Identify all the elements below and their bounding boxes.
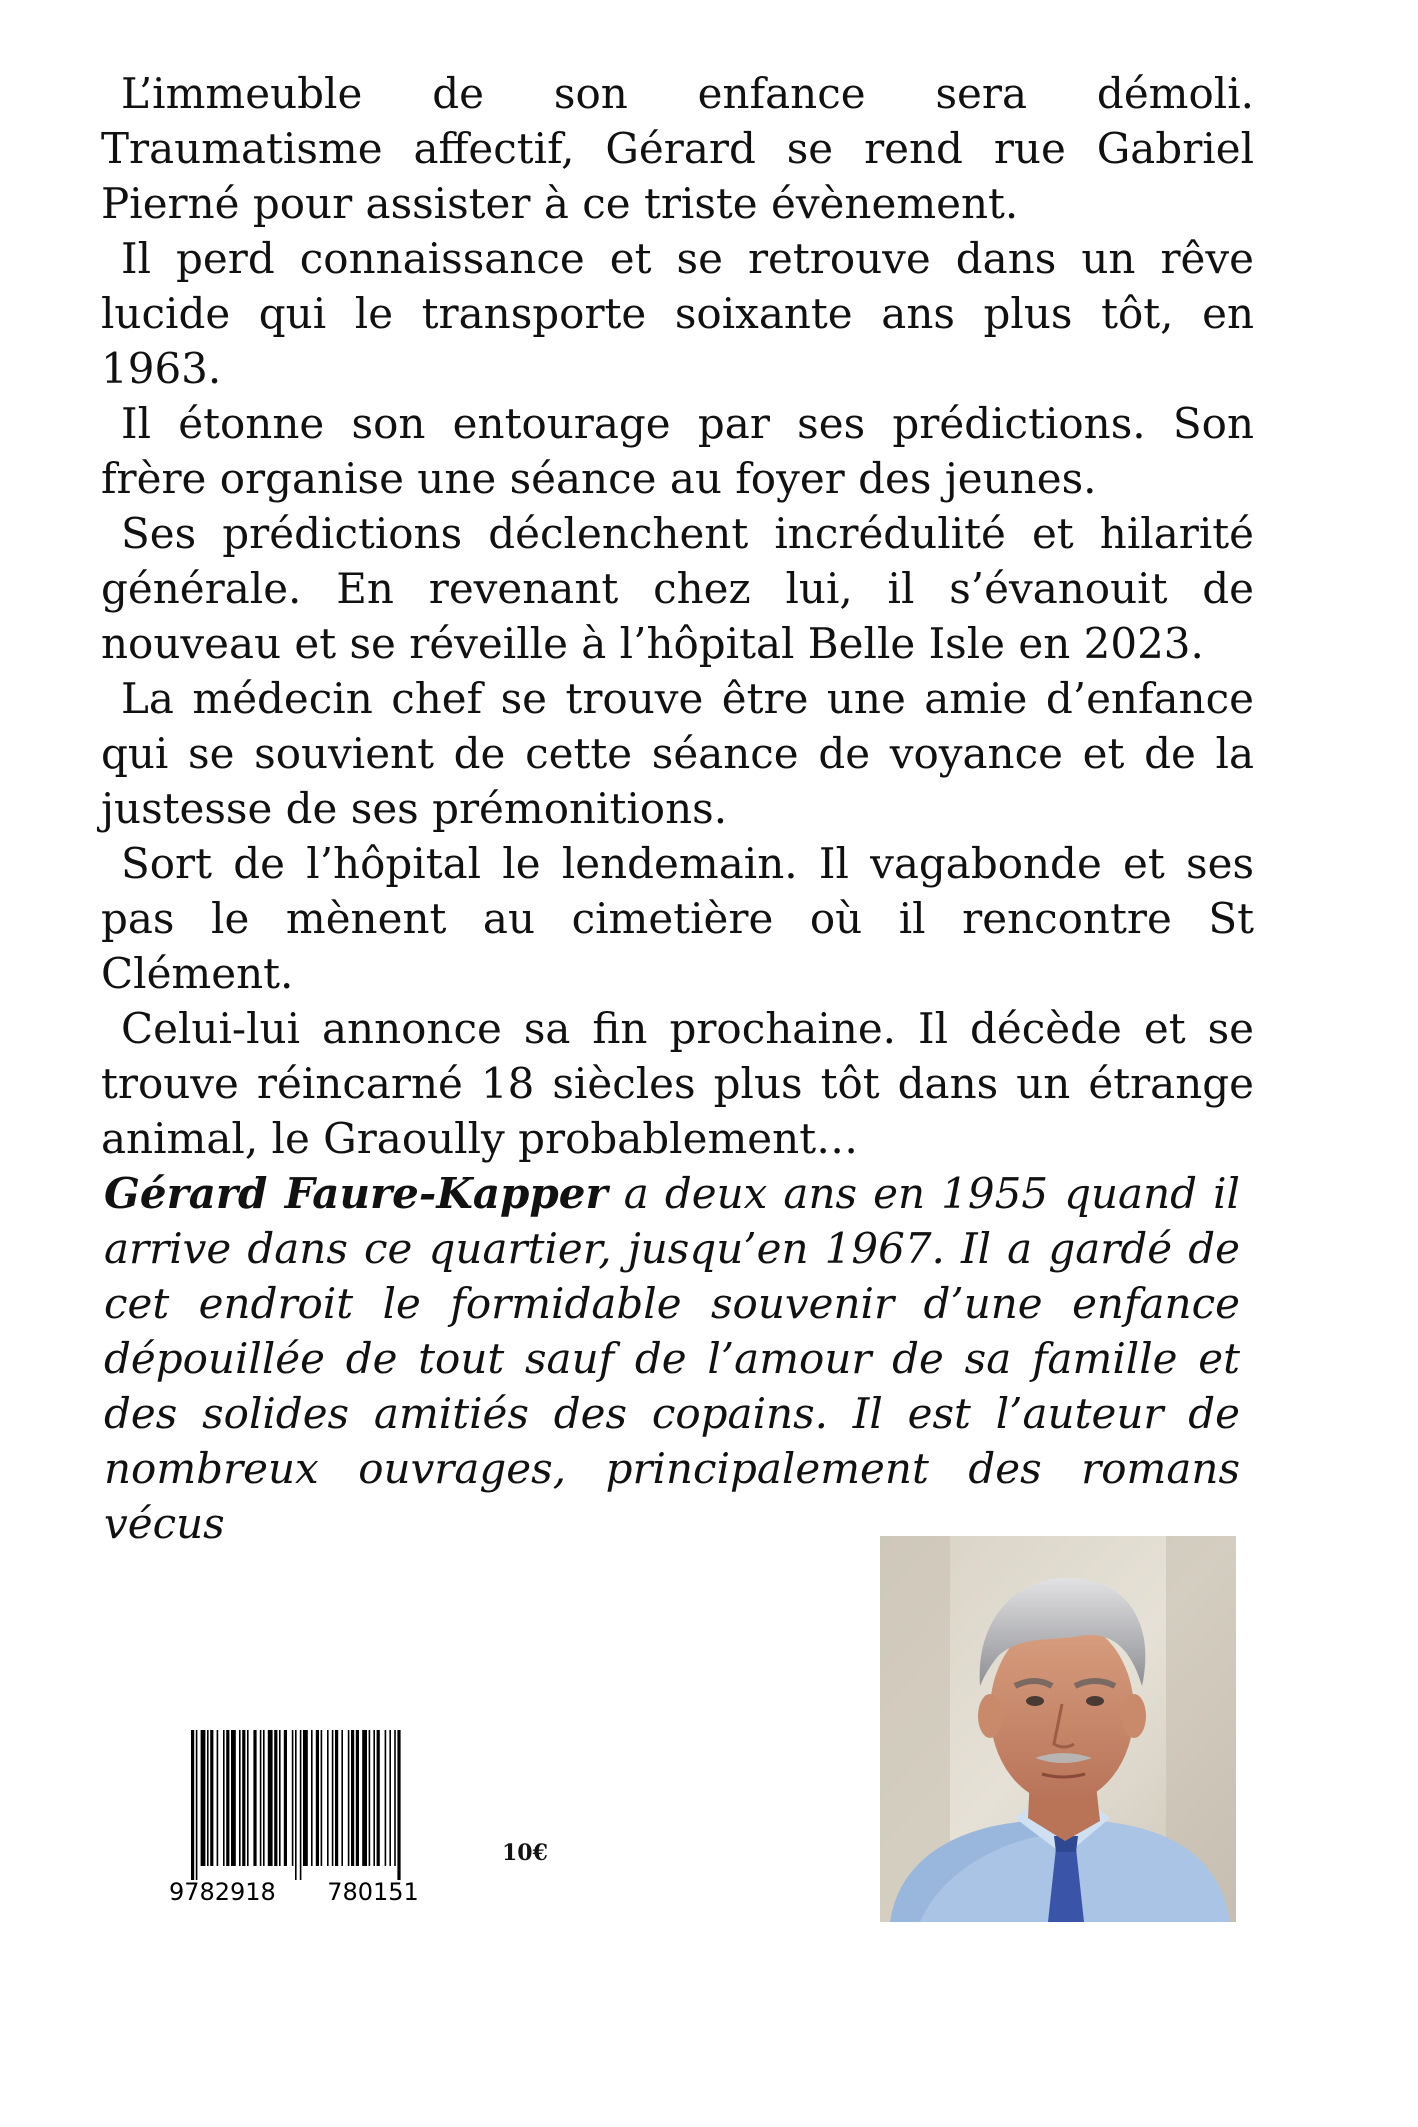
isbn-right-group: 780151 bbox=[327, 1878, 419, 1905]
barcode-graphic bbox=[163, 1730, 463, 1905]
author-photo bbox=[880, 1536, 1236, 1922]
summary-paragraph-7: Celui-lui annonce sa fin prochaine. Il décède et se trouve réincarné 18 siècles plus tôt dans un étrange animal, le Graoully probablement… bbox=[101, 1004, 1254, 1163]
summary-paragraph-1: L’immeuble de son enfance sera démoli. Traumatisme affectif, Gérard se rend rue Gabriel Pierné pour assister à ce triste évènement. bbox=[101, 69, 1254, 228]
author-name: Gérard Faure-Kapper bbox=[104, 1169, 608, 1218]
isbn-prefix: 9 bbox=[169, 1878, 185, 1905]
summary-paragraph-3: Il étonne son entourage par ses prédictions. Son frère organise une séance au foyer des jeunes. bbox=[101, 399, 1254, 503]
summary-paragraph-5: La médecin chef se trouve être une amie d’enfance qui se souvient de cette séance de voyance et de la justesse de ses prémonitions. bbox=[101, 674, 1254, 833]
isbn-barcode bbox=[163, 1730, 463, 1905]
price-label: 10€ bbox=[502, 1840, 548, 1866]
author-bio-text: a deux ans en 1955 quand il arrive dans ce quartier, jusqu’en 1967. Il a gardé de cet endroit le formidable souvenir d’une enfance dépouillée de tout sauf de l’amour de sa famille et des solides amitiés des copains. Il est l’auteur de nombreux ouvrages, principalement des romans vécus bbox=[104, 1169, 1240, 1548]
summary-paragraph-6: Sort de l’hôpital le lendemain. Il vagabonde et ses pas le mènent au cimetière où il rencontre St Clément. bbox=[101, 839, 1254, 998]
summary-paragraph-4: Ses prédictions déclenchent incrédulité et hilarité générale. En revenant chez lui, il s’évanouit de nouveau et se réveille à l’hôpital Belle Isle en 2023. bbox=[101, 509, 1254, 668]
author-portrait-image bbox=[880, 1536, 1236, 1922]
summary-paragraph-2: Il perd connaissance et se retrouve dans un rêve lucide qui le transporte soixante ans plus tôt, en 1963. bbox=[101, 234, 1254, 393]
isbn-left-group: 782918 bbox=[184, 1878, 276, 1905]
author-bio bbox=[104, 1166, 1240, 1551]
book-summary bbox=[101, 66, 1254, 1166]
